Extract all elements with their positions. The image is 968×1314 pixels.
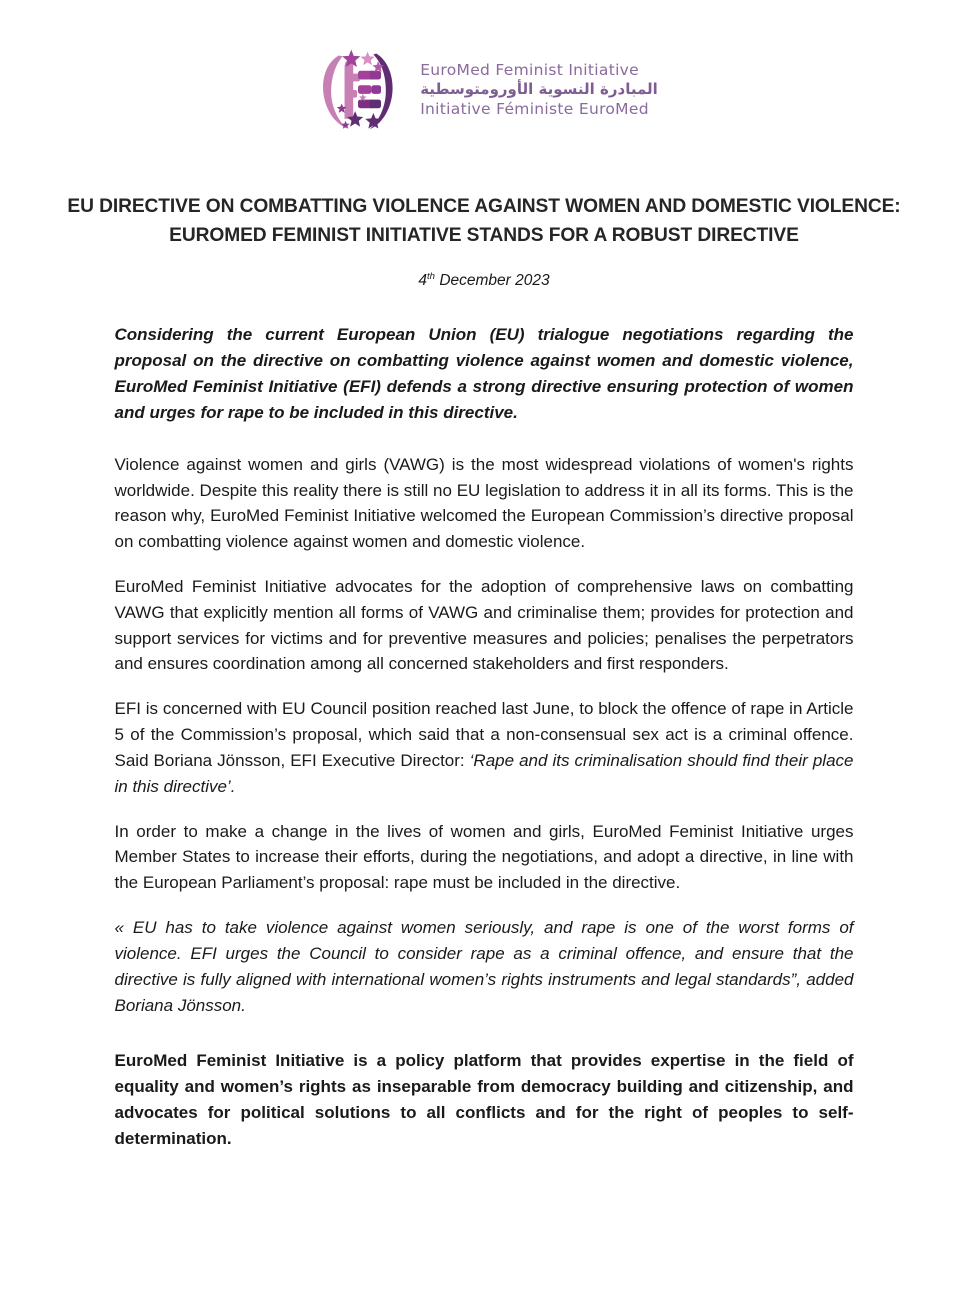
body-paragraph-2: EuroMed Feminist Initiative advocates for the adoption of comprehensive laws on combatting VAWG that explicitly mention all forms of VAWG and criminalise them; provides for protection and support services for victims and for preventive measures and policies; penalises the perpetrators and ensures coordination among all concerned stakeholders and first responders. — [114, 577, 854, 674]
body-paragraph-1: Violence against women and girls (VAWG) is the most widespread violations of women's rights worldwide. Despite this reality there is still no EU legislation to address it in all its forms. This is the reason why, EuroMed Feminist Initiative welcomed the European Commission’s directive proposal on combatting violence against women and domestic violence. — [114, 454, 854, 552]
page-title-line-1: EU DIRECTIVE ON COMBATTING VIOLENCE AGAINST WOMEN AND DOMESTIC VIOLENCE: — [67, 196, 901, 217]
date-rest: December 2023 — [435, 272, 550, 290]
publication-date — [0, 250, 968, 290]
paragraph-3-text: EFI is concerned with EU Council position reached last June, to block the offence of rape in Article 5 of the Commission’s proposal, which said that a non-consensual sex act is a criminal offence. Said Boriana Jönsson, EFI Executive Director: — [114, 699, 854, 770]
euromed-feminist-initiative-logo-mark — [310, 42, 406, 138]
pull-quote-paragraph: « EU has to take violence against women seriously, and rape is one of the worst forms of violence. EFI urges the Council to consider rape as a criminal offence, and ensure that the directive is fully aligned with international women’s rights instruments and legal standards”, added Boriana Jönsson. — [114, 918, 854, 1015]
body-paragraph-3 — [115, 696, 854, 799]
body-paragraph-4: In order to make a change in the lives of women and girls, EuroMed Feminist Initiative urges Member States to increase their efforts, during the negotiations, and adopt a directive, in line with the European Parliament’s proposal: rape must be included in the directive. — [114, 821, 854, 893]
page-title — [0, 138, 968, 250]
page-title-line-2: EUROMED FEMINIST INITIATIVE STANDS FOR A ROBUST DIRECTIVE — [169, 225, 799, 247]
document-header — [0, 0, 968, 138]
paragraph-3-quotation: ‘Rape and its criminalisation should find their place in this directive’. — [114, 750, 854, 796]
logo-line-french: Initiative Féministe EuroMed — [420, 99, 649, 118]
date-ordinal-suffix: th — [427, 271, 436, 283]
date-day: 4 — [418, 272, 427, 290]
lead-paragraph: Considering the current European Union (EU) trialogue negotiations regarding the proposal on the directive on combatting violence against women and domestic violence, EuroMed Feminist Initiative (EFI) defends a strong directive ensuring protection of women and urges for rape to be included in this directive. — [114, 325, 854, 422]
logo-line-english: EuroMed Feminist Initiative — [420, 60, 639, 79]
logo-line-arabic: المبادرة النسوية الأورومتوسطية — [420, 80, 658, 99]
logo-wordmark — [420, 61, 658, 120]
closing-boilerplate-paragraph: EuroMed Feminist Initiative is a policy platform that provides expertise in the field of equality and women’s rights as inseparable from democracy building and citizenship, and advocates for political solutions to all conflicts and for the right of peoples to self-determination. — [114, 1051, 854, 1148]
document-body — [115, 290, 854, 1151]
